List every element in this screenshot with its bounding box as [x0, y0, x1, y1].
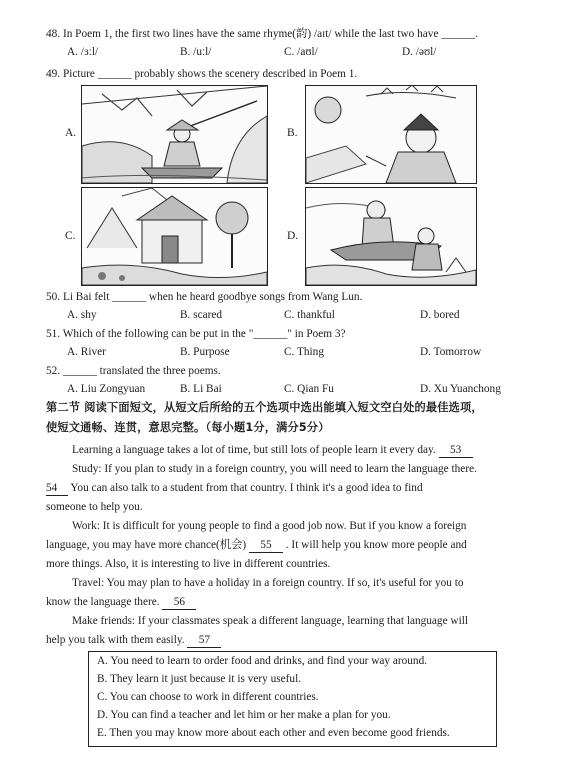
work-text-2b: . It will help you know more people and: [285, 539, 467, 551]
q51-option-d: D. Tomorrow: [420, 346, 482, 358]
work-line-3: more things. Also, it is interesting to live in different countries.: [46, 558, 331, 570]
question-52-stem: 52. ______ translated the three poems.: [46, 365, 221, 377]
q50-option-d: D. bored: [420, 309, 460, 321]
question-48-stem: 48. In Poem 1, the first two lines have the same rhyme(韵) /aɪt/ while the last two have ______.: [46, 28, 479, 40]
answer-choices-box: [88, 651, 497, 747]
q52-option-a: A. Liu Zongyuan: [67, 383, 146, 395]
q52-option-b: B. Li Bai: [180, 383, 222, 395]
study-line-2: [46, 481, 423, 496]
picture-d-boat-farewell: [305, 187, 477, 286]
question-49-stem: 49. Picture ______ probably shows the scenery described in Poem 1.: [46, 68, 358, 80]
friends-text-2: help you talk with them easily.: [46, 634, 185, 646]
blank-55: 55: [249, 538, 283, 553]
q50-option-b: B. scared: [180, 309, 223, 321]
friends-text-1: If your classmates speak a different language, learning that language will: [137, 615, 468, 627]
passage-intro: [72, 443, 473, 458]
work-text-2a: language, you may have more chance(机会): [46, 539, 247, 551]
travel-label: Travel:: [72, 577, 105, 589]
study-label: Study:: [72, 463, 102, 475]
choice-c: C. You can choose to work in different countries.: [97, 691, 319, 703]
picture-b-label: B.: [287, 127, 298, 139]
picture-a-label: A.: [65, 127, 77, 139]
q51-option-b: B. Purpose: [180, 346, 230, 358]
q48-option-c: C. /aʊl/: [284, 46, 318, 58]
q48-option-b: B. /uːl/: [180, 46, 212, 58]
q51-option-a: A. River: [67, 346, 106, 358]
question-50-stem: 50. Li Bai felt ______ when he heard goodbye songs from Wang Lun.: [46, 291, 363, 303]
blank-54: 54: [46, 481, 68, 496]
study-line-1: [72, 462, 477, 476]
section-2-instructions-line-2: 使短文通畅、连贯，意思完整。（每小题1分，满分5分）: [46, 421, 330, 434]
work-line-1: [72, 519, 466, 533]
work-text-1: It is difficult for young people to find a good job now. But if you know a foreign: [102, 520, 467, 532]
q50-option-c: C. thankful: [284, 309, 335, 321]
section-2-instructions-line-1: 第二节 阅读下面短文，从短文后所给的五个选项中选出能填入短文空白处的最佳选项，: [46, 401, 483, 414]
blank-56: 56: [162, 595, 196, 610]
picture-c-cottage: [81, 187, 268, 286]
friends-label: Make friends:: [72, 615, 136, 627]
picture-c-label: C.: [65, 230, 76, 242]
passage-intro-text: Learning a language takes a lot of time, but still lots of people learn it every day.: [72, 444, 436, 456]
picture-b-moon-poet: [305, 85, 477, 184]
blank-53: 53: [439, 443, 473, 458]
choice-e: E. Then you may know more about each other and even become good friends.: [97, 727, 450, 739]
q48-option-a: A. /ɜːl/: [67, 46, 99, 58]
travel-text-2: know the language there.: [46, 596, 160, 608]
picture-d-label: D.: [287, 230, 299, 242]
q52-option-c: C. Qian Fu: [284, 383, 334, 395]
study-line-3: someone to help you.: [46, 501, 143, 513]
travel-line-1: [72, 576, 464, 590]
study-text-2: You can also talk to a student from that country. I think it's a good idea to find: [70, 482, 423, 494]
choice-d: D. You can find a teacher and let him or her make a plan for you.: [97, 709, 391, 721]
work-label: Work:: [72, 520, 100, 532]
question-51-stem: 51. Which of the following can be put in the "______" in Poem 3?: [46, 328, 346, 340]
picture-a-fisherman: [81, 85, 268, 184]
q48-option-d: D. /əʊl/: [402, 46, 437, 58]
travel-text-1: You may plan to have a holiday in a foreign country. If so, it's useful for you to: [106, 577, 464, 589]
friends-line-1: [72, 614, 468, 628]
travel-line-2: [46, 595, 196, 610]
q51-option-c: C. Thing: [284, 346, 324, 358]
choice-a: A. You need to learn to order food and drinks, and find your way around.: [97, 655, 428, 667]
friends-line-2: [46, 633, 221, 648]
work-line-2: [46, 538, 467, 553]
q50-option-a: A. shy: [67, 309, 97, 321]
q52-option-d: D. Xu Yuanchong: [420, 383, 501, 395]
study-text-1: If you plan to study in a foreign country, you will need to learn the language there.: [104, 463, 477, 475]
blank-57: 57: [187, 633, 221, 648]
choice-b: B. They learn it just because it is very useful.: [97, 673, 302, 685]
